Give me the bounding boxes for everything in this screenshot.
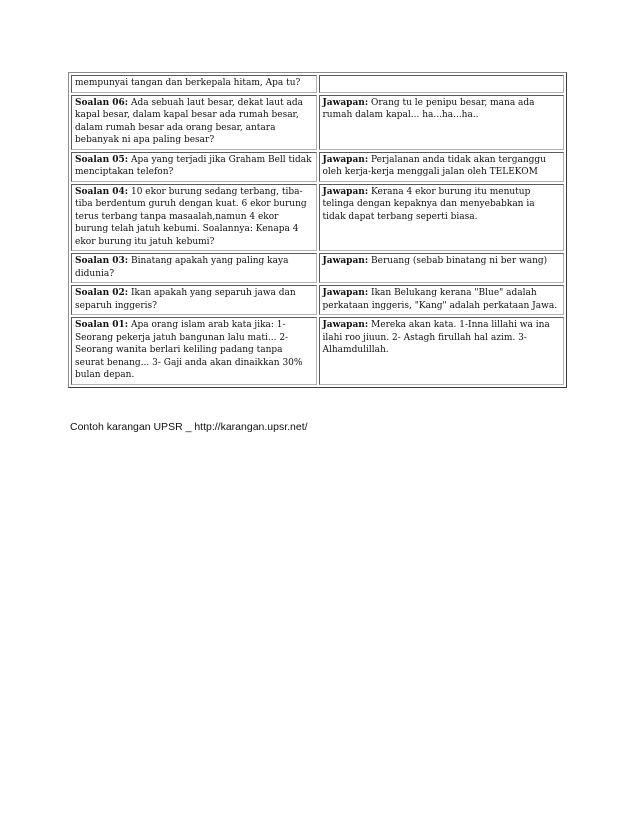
question-cell [71, 75, 317, 93]
footer-source-text: Contoh karangan UPSR _ http://karangan.upsr.net/ [70, 421, 308, 433]
answer-cell [319, 184, 565, 252]
table-row [71, 75, 564, 93]
answer-label: Jawapan: [322, 97, 369, 108]
answer-text: Mereka akan kata. 1-Inna lillahi wa ina ilahi roo jiuun. 2- Astagh firullah hal azim. 3- Alhamdulillah. [322, 320, 550, 355]
question-label: Soalan 03: [75, 256, 129, 266]
question-text: Apa yang terjadi jika Graham Bell tidak menciptakan telefon? [75, 154, 312, 177]
table-row [71, 152, 564, 182]
question-text: Ikan apakah yang separuh jawa dan separuh inggeris? [75, 288, 296, 311]
answer-label: Jawapan: [322, 256, 369, 266]
question-label: Soalan 02: [75, 288, 129, 298]
question-cell [71, 317, 317, 385]
answer-cell [319, 75, 565, 93]
answer-text: Beruang (sebab binatang ni ber wang) [368, 256, 548, 266]
answer-label: Jawapan: [322, 288, 369, 298]
table-row [71, 317, 564, 385]
question-label: Soalan 06: [75, 97, 129, 108]
table-row [71, 95, 564, 150]
question-cell [71, 152, 317, 182]
question-text: 10 ekor burung sedang terbang, tiba-tiba berdentum guruh dengan kuat. 6 ekor burung terus terbang tanpa masaalah,namun 4 ekor burung telah jatuh kebumi. Soalannya: Kenapa 4 ekor burung itu jatuh kebumi? [75, 186, 307, 247]
answer-text: Orang tu le penipu besar, mana ada rumah dalam kapal... ha...ha...ha.. [322, 97, 535, 120]
question-label: Soalan 04: [75, 186, 129, 197]
answer-text: Perjalanan anda tidak akan terganggu oleh kerja-kerja menggali jalan oleh TELEKOM [322, 154, 546, 177]
question-label: Soalan 01: [75, 320, 129, 330]
question-text: Binatang apakah yang paling kaya didunia? [75, 256, 289, 279]
answer-text: Kerana 4 ekor burung itu menutup telinga dengan kepaknya dan menyebabkan ia tidak dapat terbang seperti biasa. [322, 186, 535, 222]
answer-cell [319, 253, 565, 283]
table-row [71, 253, 564, 283]
answer-label: Jawapan: [322, 154, 369, 165]
question-cell [71, 184, 317, 252]
table-row [71, 285, 564, 315]
question-cell [71, 285, 317, 315]
question-text: Ada sebuah laut besar, dekat laut ada kapal besar, dalam kapal besar ada rumah besar, dalam rumah besar ada orang besar, antara bebanyak ni apa paling besar? [75, 97, 304, 145]
table-row [71, 184, 564, 252]
answer-cell [319, 317, 565, 385]
answer-text: Ikan Belukang kerana "Blue" adalah perkataan inggeris, "Kang" adalah perkataan Jawa. [322, 288, 558, 311]
question-cell [71, 95, 317, 150]
answer-label: Jawapan: [322, 320, 369, 330]
answer-label: Jawapan: [322, 186, 369, 197]
question-cell [71, 253, 317, 283]
answer-cell [319, 152, 565, 182]
answer-cell [319, 95, 565, 150]
question-text: Apa orang islam arab kata jika: 1- Seorang pekerja jatuh bangunan lalu mati... 2- Seorang wanita berlari keliling padang tanpa seurat benang... 3- Gaji anda akan dinaikkan 30% bulan depan. [75, 320, 303, 380]
question-text: mempunyai tangan dan berkepala hitam, Apa tu? [75, 78, 301, 88]
question-label: Soalan 05: [75, 154, 129, 165]
qa-table [68, 72, 567, 388]
answer-cell [319, 285, 565, 315]
